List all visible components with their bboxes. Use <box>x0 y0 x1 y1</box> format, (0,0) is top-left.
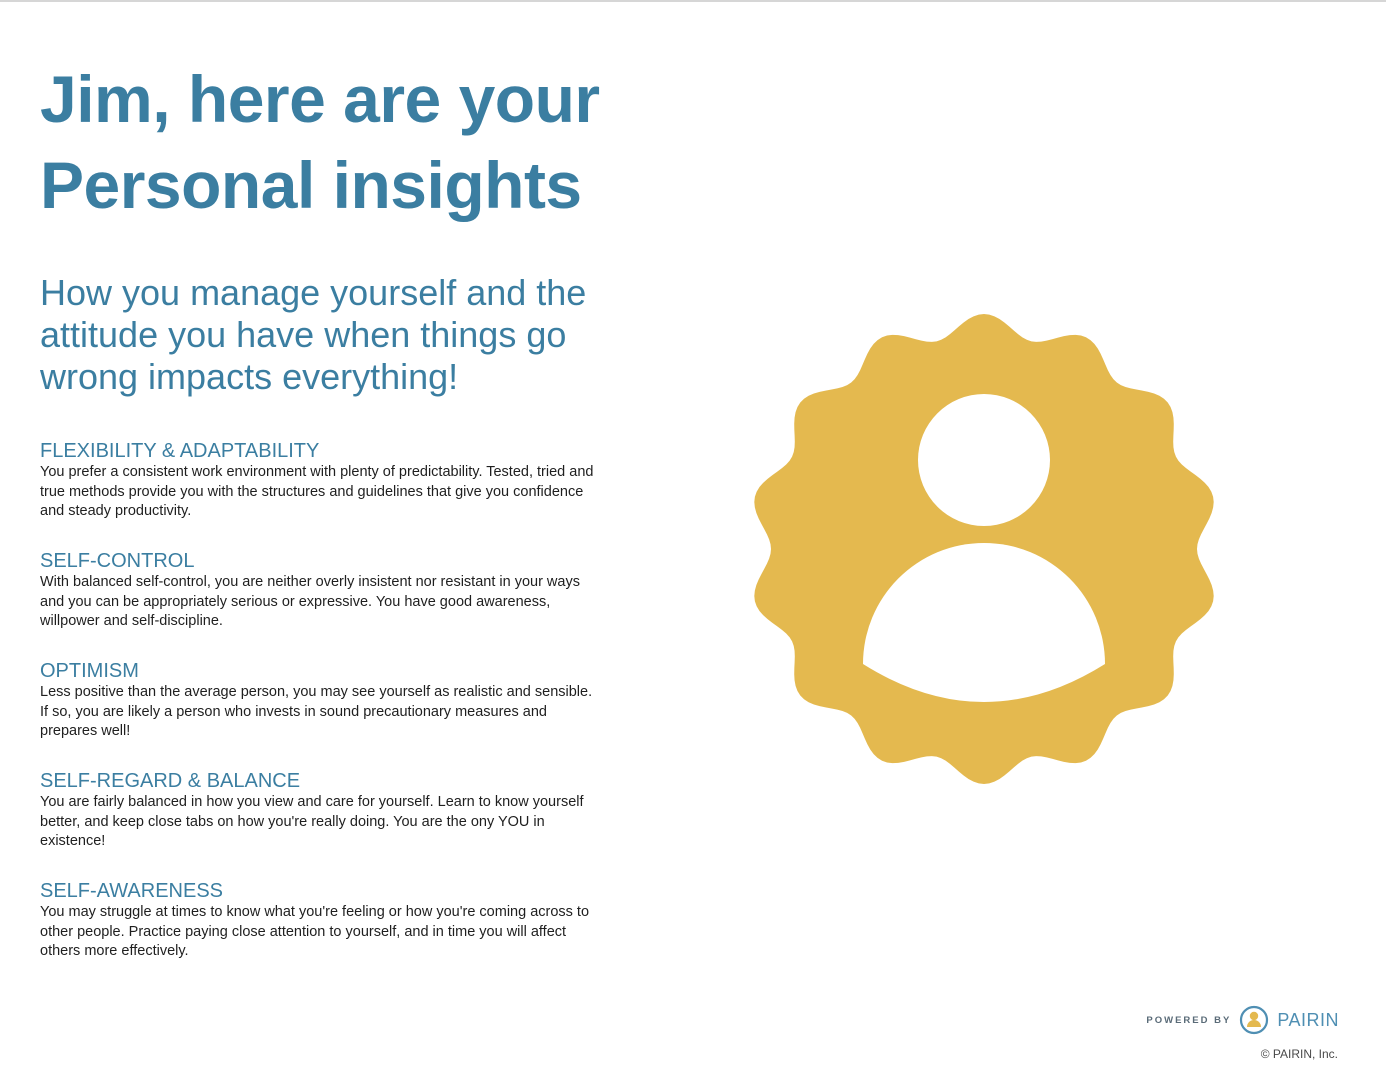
page-title <box>40 56 680 228</box>
person-head <box>918 394 1050 526</box>
insight-self-regard <box>40 769 600 879</box>
powered-by-label: POWERED BY <box>1146 1014 1232 1026</box>
page-title-line-1: Jim, here are your <box>40 62 600 136</box>
pairin-brand-name: PAIRIN <box>1277 1009 1339 1030</box>
copyright-text: © PAIRIN, Inc. <box>1260 1047 1338 1061</box>
powered-by-brand <box>1146 1005 1339 1035</box>
insight-body: You are fairly balanced in how you view and care for yourself. Learn to know yourself better, and keep close tabs on how you're really doing. You are the ony YOU in existence! <box>40 794 584 850</box>
insight-self-control <box>40 549 600 659</box>
insight-heading: FLEXIBILITY & ADAPTABILITY <box>40 440 320 462</box>
insight-self-awareness <box>40 879 600 989</box>
insight-body: You prefer a consistent work environment with plenty of predictability. Tested, tried and true methods provide you with the structures and guidelines that give you confidence and steady productivity. <box>40 464 594 520</box>
insight-heading: OPTIMISM <box>40 660 139 682</box>
top-divider <box>0 0 1386 2</box>
pairin-logo-icon <box>1239 1005 1269 1035</box>
page-subtitle-line-1: How you manage yourself and the <box>40 272 587 313</box>
insight-heading: SELF-REGARD & BALANCE <box>40 770 301 792</box>
insights-list <box>40 439 600 989</box>
insight-heading: SELF-AWARENESS <box>40 880 223 902</box>
insight-heading: SELF-CONTROL <box>40 550 195 572</box>
insight-flexibility <box>40 439 600 549</box>
page-subtitle-line-2: attitude you have when things go <box>40 314 567 355</box>
insight-body: Less positive than the average person, you may see yourself as realistic and sensible. If so, you are likely a person who invests in sound precautionary measures and prepares well! <box>40 684 593 740</box>
page-subtitle <box>40 272 680 398</box>
page-title-line-2: Personal insights <box>40 148 582 222</box>
insight-optimism <box>40 659 600 769</box>
insight-body: With balanced self-control, you are neither overly insistent nor resistant in your ways and you can be appropriately serious or expressive. You have good awareness, willpower and self-discipline. <box>40 574 580 630</box>
person-badge-icon <box>745 310 1223 788</box>
insight-body: You may struggle at times to know what you're feeling or how you're coming across to other people. Practice paying close attention to yourself, and in time you will affect others more effectively. <box>40 904 590 960</box>
page-subtitle-line-3: wrong impacts everything! <box>40 356 459 397</box>
